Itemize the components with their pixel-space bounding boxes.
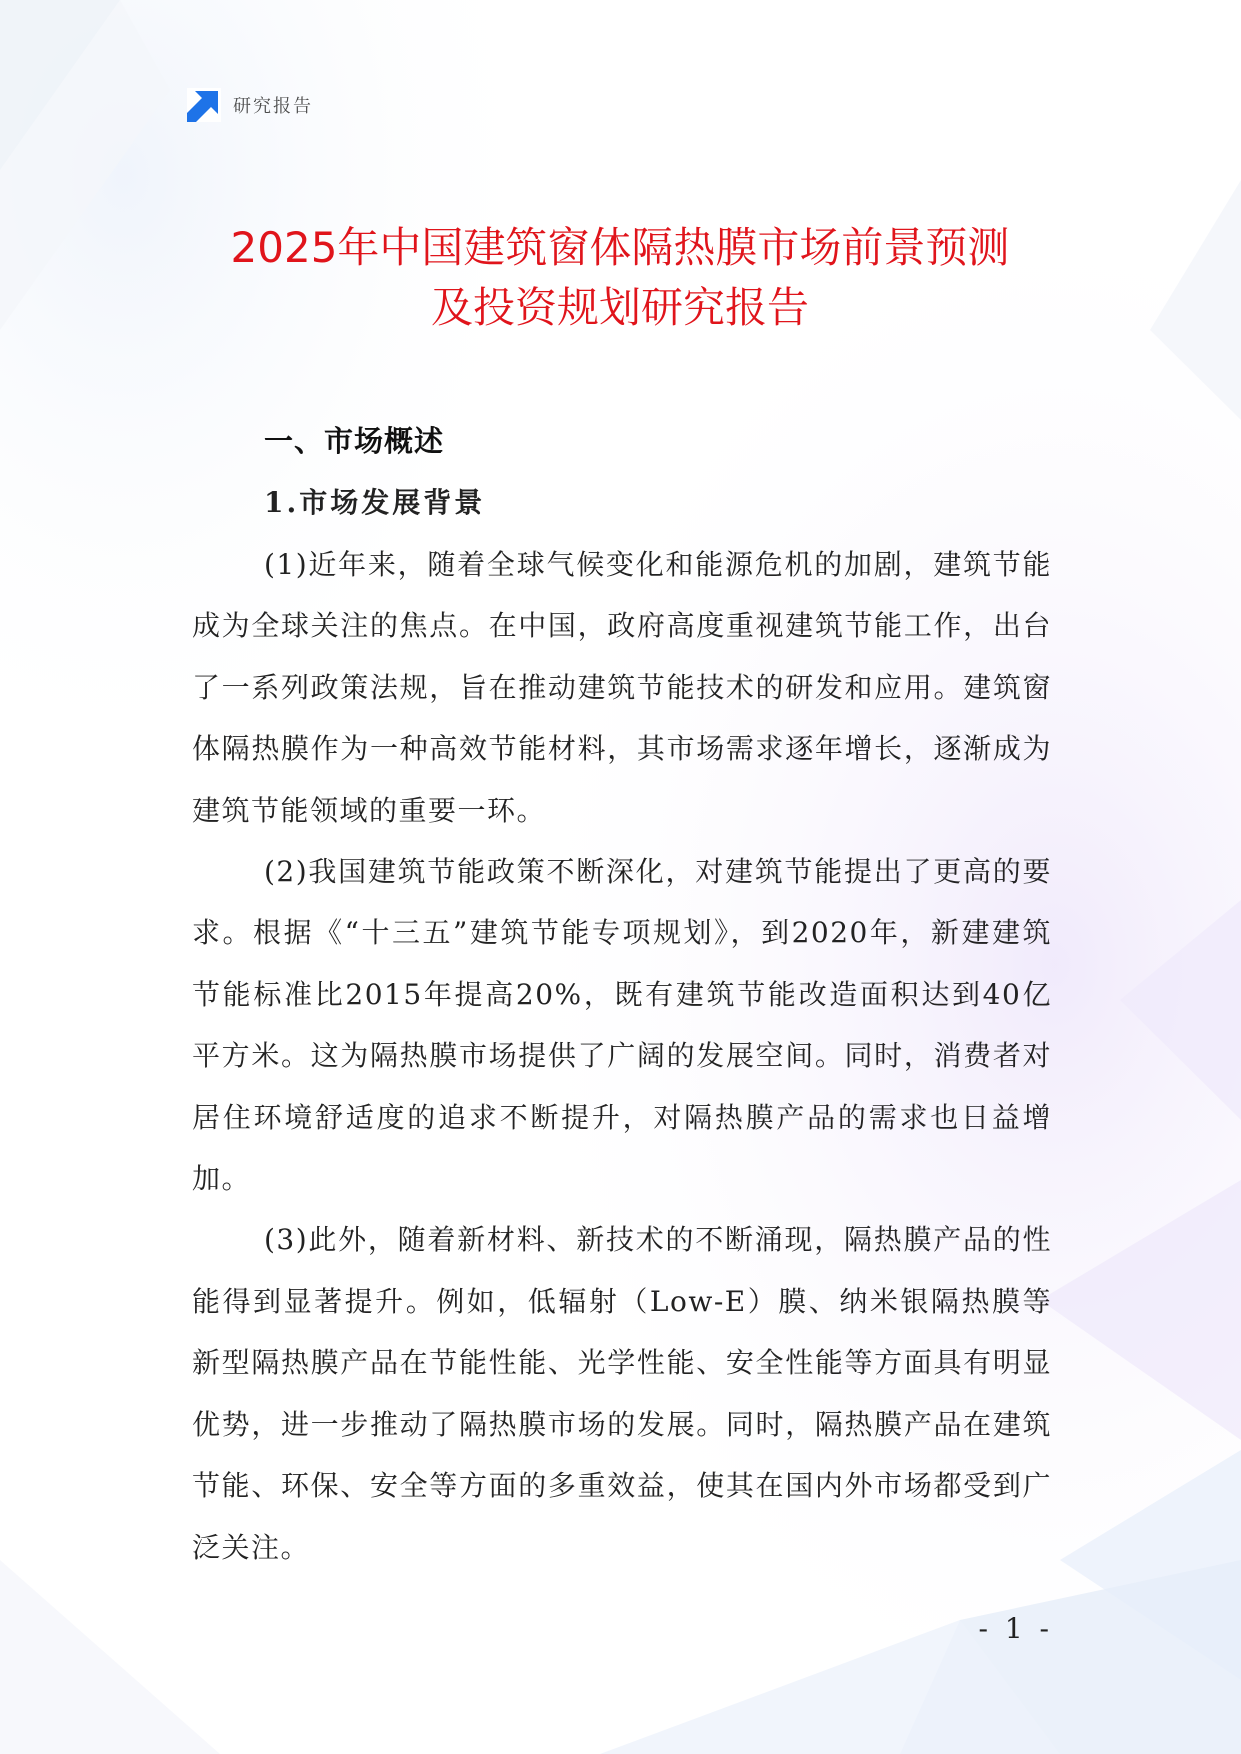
document-title: [120, 218, 1120, 338]
document-body: [192, 410, 1052, 1578]
paragraph-1: (1)近年来，随着全球气候变化和能源危机的加剧，建筑节能成为全球关注的焦点。在中国，政府高度重视建筑节能工作，出台了一系列政策法规，旨在推动建筑节能技术的研发和应用。建筑窗体隔热膜作为一种高效节能材料，其市场需求逐年增长，逐渐成为建筑节能领域的重要一环。: [192, 548, 1052, 827]
paragraph-2: (2)我国建筑节能政策不断深化，对建筑节能提出了更高的要求。根据《“十三五”建筑节能专项规划》，到2020年，新建建筑节能标准比2015年提高20%，既有建筑节能改造面积达到40亿平方米。这为隔热膜市场提供了广阔的发展空间。同时，消费者对居住环境舒适度的追求不断提升，对隔热膜产品的需求也日益增加。: [192, 855, 1052, 1196]
paragraph-3: (3)此外，随着新材料、新技术的不断涌现，隔热膜产品的性能得到显著提升。例如，低辐射（Low-E）膜、纳米银隔热膜等新型隔热膜产品在节能性能、光学性能、安全性能等方面具有明显优势，进一步推动了隔热膜市场的发展。同时，隔热膜产品在建筑节能、环保、安全等方面的多重效益，使其在国内外市场都受到广泛关注。: [192, 1223, 1052, 1564]
header: [187, 88, 313, 122]
header-label: 研究报告: [233, 96, 313, 117]
arrow-up-right-icon: [187, 88, 221, 122]
title-line-2: 及投资规划研究报告: [430, 283, 809, 332]
subsection-heading: 1.市场发展背景: [264, 486, 486, 519]
title-line-1: 2025年中国建筑窗体隔热膜市场前景预测: [230, 223, 1010, 272]
page-number: - 1 -: [978, 1612, 1053, 1645]
section-heading: 一、市场概述: [264, 424, 445, 458]
